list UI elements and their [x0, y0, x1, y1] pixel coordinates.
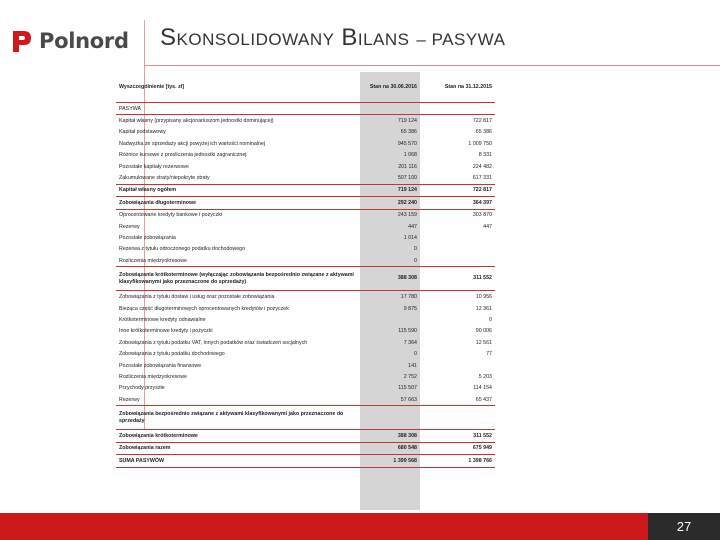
table-row: Rezerwy 447 447	[119, 223, 492, 230]
table-row: Przychody przyszłe 115 507 114 154	[119, 385, 492, 392]
balance-table-container	[116, 72, 495, 468]
table-row: Rezerwy 57 663 65 437	[116, 394, 495, 406]
table-row: Pozostałe kapitały rezerwowe 201 116 224 482	[119, 163, 492, 170]
table-row: Pozostałe zobowiązania 1 014	[119, 234, 417, 241]
table-row: Nadwyżka ze sprzedaży akcji powyżej ich wartości nominalnej 945 570 1 009 750	[119, 140, 492, 147]
table-row: Rozliczenia międzyokresowe 2 752 5 203	[119, 373, 492, 380]
table-row: Pozostałe zobowiązania finansowe 141	[119, 362, 417, 369]
page-number: 27	[648, 513, 720, 540]
table-row: Rozliczenia międzyokresowe 0	[116, 255, 495, 267]
table-row: Zobowiązania krótkoterminowe (wyłączając zobowiązania bezpośrednio związane z aktywami klasyfikowanymi jako przeznaczone do sprzedaży) 388 308 311 552	[116, 267, 495, 291]
table-row: Różnice kursowe z przeliczenia jednostki zagranicznej 1 068 8 331	[119, 152, 492, 159]
header-col-a: Stan na 30.06.2016	[360, 72, 420, 103]
table-row: Kapitał własny (przypisany akcjonariuszom jednostki dominującej) 719 124 722 817	[119, 118, 492, 125]
slide-title: SKONSOLIDOWANY BILANS – PASYWA	[160, 24, 506, 51]
title-underline	[144, 65, 720, 66]
table-row: Zobowiązania z tytułu dostaw i usług oraz pozostałe zobowiązania 17 780 10 956	[119, 294, 492, 301]
table-row: Zobowiązania długoterminowe 292 240 364 397	[116, 197, 495, 209]
table-header-row	[116, 72, 495, 103]
table-row-total: SUMA PASYWÓW 1 399 568 1 398 766	[116, 455, 495, 467]
polnord-logo	[8, 26, 129, 56]
table-row: Krótkoterminowe kredyty odnawialne 0	[119, 316, 492, 323]
table-row: Oprocentowane kredyty bankowe i pożyczki 243 159 303 870	[119, 212, 492, 219]
table-row: Rezerwa z tytułu odroczonego podatku dochodowego 0	[119, 246, 417, 253]
table-row: Kapitał własny ogółem 719 124 722 817	[116, 184, 495, 196]
table-row: Bieżąca część długoterminowych oprocentowanych kredytów i pożyczek 9 875 12 361	[119, 305, 492, 312]
table-row: Zobowiązania razem 680 548 675 949	[116, 442, 495, 454]
table-row: Zobowiązania z tytułu podatku dochodowego 0 77	[119, 351, 492, 358]
balance-sheet-table	[116, 72, 495, 468]
brand-name: Polnord	[39, 29, 129, 53]
header-col-b: Stan na 31.12.2015	[420, 72, 495, 103]
table-row: Zobowiązania z tytułu podatku VAT, innych podatków oraz świadczeń socjalnych 7 364 12 561	[119, 339, 492, 346]
table-row: PASYWA	[116, 103, 495, 115]
table-row: Zobowiązania bezpośrednio związane z aktywami klasyfikowanymi jako przeznaczone do sprzedaży	[116, 406, 495, 430]
table-row: Inne krótkoterminowe kredyty i pożyczki 115 590 90 006	[119, 328, 492, 335]
footer-bar	[0, 513, 720, 540]
polnord-logo-icon	[8, 28, 34, 54]
table-row: Zakumulowane straty/niepokryte straty 507 100 617 331	[116, 172, 495, 184]
header-label: Wyszczególnienie [tys. zł]	[116, 72, 360, 103]
table-row: Zobowiązania krótkoterminowe 388 308 311 552	[116, 430, 495, 442]
table-row: Kapitał podstawowy 65 386 65 386	[119, 129, 492, 136]
